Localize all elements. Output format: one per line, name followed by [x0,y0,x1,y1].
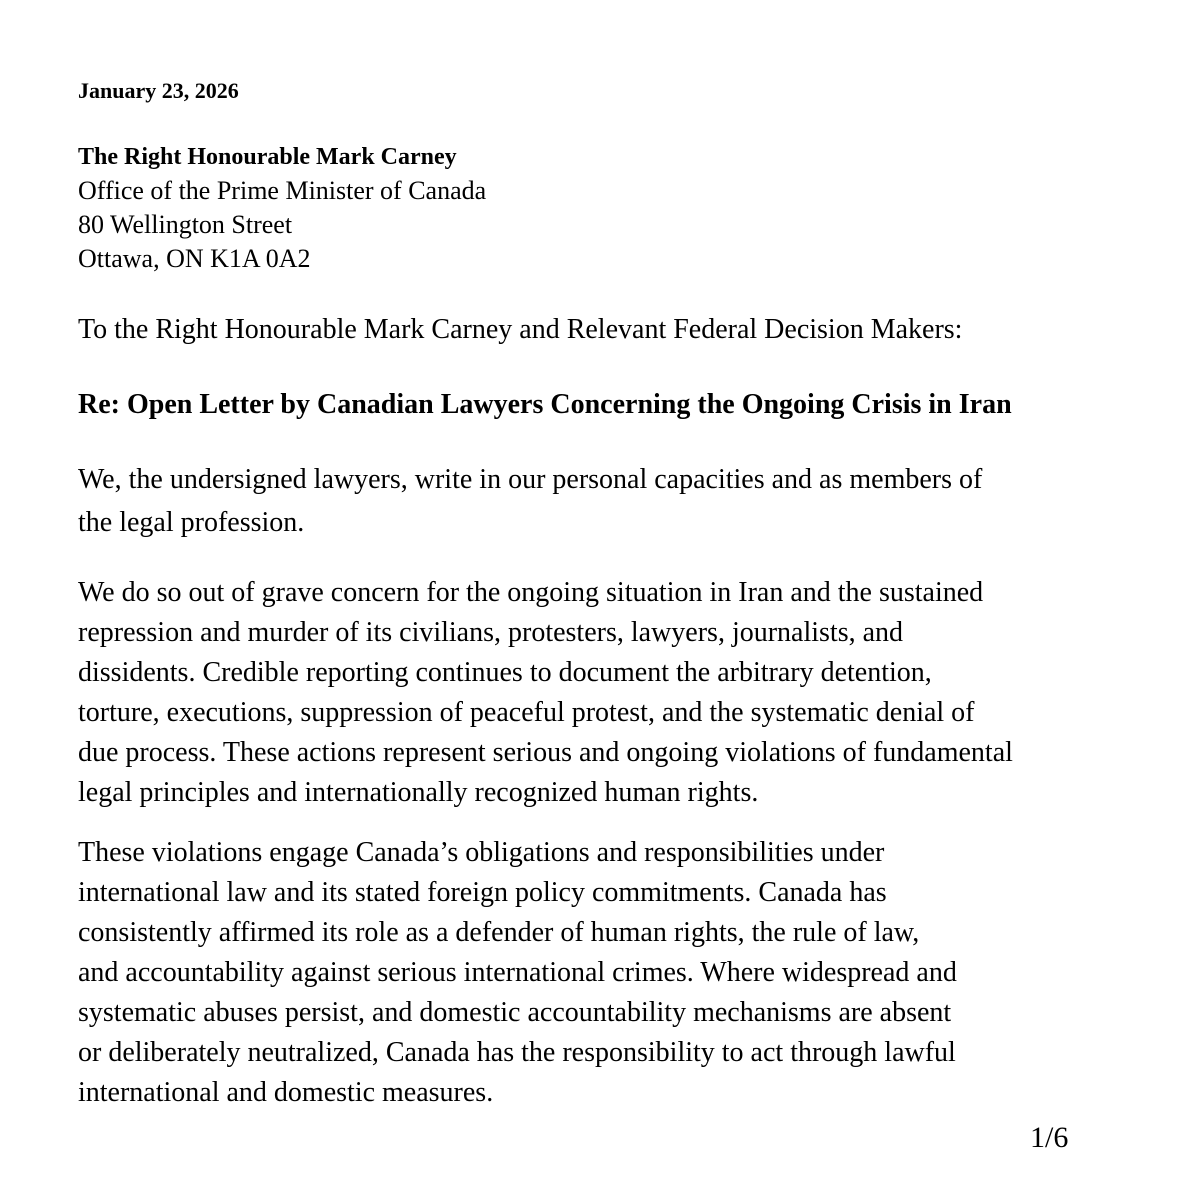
recipient-name: The Right Honourable Mark Carney [78,144,457,170]
paragraph-line: dissidents. Credible reporting continues to document the arbitrary detention, [78,657,932,688]
paragraph-line: due process. These actions represent serious and ongoing violations of fundamental [78,737,1013,768]
recipient-address-line: 80 Wellington Street [78,210,293,239]
paragraph-line: We, the undersigned lawyers, write in our personal capacities and as members of [78,464,983,495]
recipient-address-line: Office of the Prime Minister of Canada [78,176,487,205]
paragraph-line: consistently affirmed its role as a defender of human rights, the rule of law, [78,917,920,948]
paragraph-line: and accountability against serious international crimes. Where widespread and [78,957,957,988]
paragraph-line: repression and murder of its civilians, protesters, lawyers, journalists, and [78,617,904,648]
paragraph-line: systematic abuses persist, and domestic accountability mechanisms are absent [78,997,952,1028]
paragraph-line: These violations engage Canada’s obligations and responsibilities under [78,837,885,868]
letter-date: January 23, 2026 [78,78,239,103]
paragraph-line: legal principles and internationally recognized human rights. [78,777,759,808]
paragraph-line: or deliberately neutralized, Canada has the responsibility to act through lawful [78,1037,956,1068]
paragraph-line: We do so out of grave concern for the ongoing situation in Iran and the sustained [78,577,984,608]
paragraph-line: torture, executions, suppression of peaceful protest, and the systematic denial of [78,697,975,728]
recipient-address-line: Ottawa, ON K1A 0A2 [78,244,311,273]
paragraph-line: the legal profession. [78,507,305,538]
re-line: Re: Open Letter by Canadian Lawyers Concerning the Ongoing Crisis in Iran [78,389,1012,420]
page-number: 1/6 [1030,1121,1069,1154]
paragraph-line: international and domestic measures. [78,1077,494,1108]
paragraph-line: international law and its stated foreign policy commitments. Canada has [78,877,887,908]
salutation: To the Right Honourable Mark Carney and Relevant Federal Decision Makers: [78,314,963,345]
